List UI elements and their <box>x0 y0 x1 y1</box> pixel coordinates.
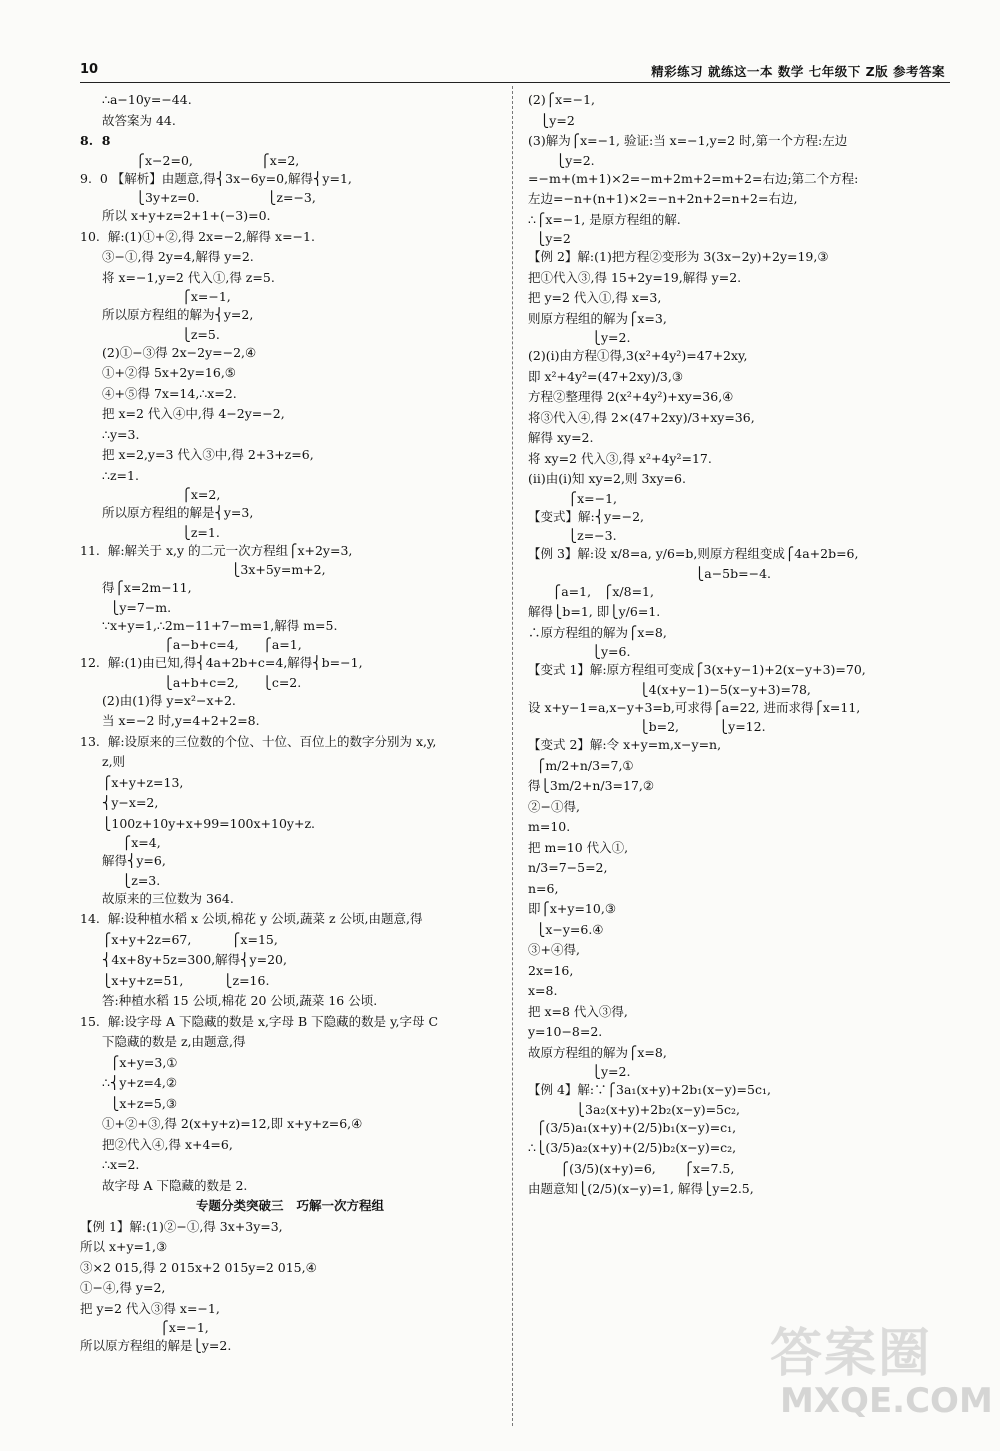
right-text-line: ∴原方程组的解为⎧x=8, <box>528 624 667 640</box>
right-text-line: ⎧(3/5)(x+y)=6, ⎧x=7.5, <box>528 1160 735 1176</box>
left-text-line: 9. 0 【解析】由题意,得⎨3x−6y=0,解得⎨y=1, <box>80 170 352 186</box>
right-text-line: x=8. <box>528 983 558 998</box>
right-text-line: 方程②整理得 2(x²+4y²)+xy=36,④ <box>528 389 734 404</box>
left-text-line: ⎩3x+5y=m+2, <box>80 562 326 577</box>
right-text-line: n=6, <box>528 880 559 896</box>
left-text-line: ①+②+③,得 2(x+y+z)=12,即 x+y+z=6,④ <box>102 1116 363 1131</box>
right-text-line: 【变式】解:⎨y=−2, <box>528 508 645 524</box>
left-text-line: 14. 解:设种植水稻 x 公顷,棉花 y 公顷,蔬菜 z 公顷,由题意,得 <box>80 911 423 926</box>
left-text-line: 把 x=2,y=3 代入③中,得 2+3+z=6, <box>102 447 314 462</box>
left-text-line: ③×2 015,得 2 015x+2 015y=2 015,④ <box>80 1259 317 1275</box>
left-text-line: ⎩z=5. <box>102 326 220 342</box>
left-text-line: (2)由(1)得 y=x²−x+2. <box>102 692 236 708</box>
right-text-line: ⎩y=6. <box>528 644 631 659</box>
left-text-line: ⎩a+b+c=2, ⎩c=2. <box>80 674 302 690</box>
left-text-line: 答:种植水稻 15 公顷,棉花 20 公顷,蔬菜 16 公顷. <box>102 993 378 1008</box>
right-text-line: ⎩y=2. <box>528 330 631 345</box>
right-text-line: 解得⎩b=1, 即⎩y/6=1. <box>528 604 661 619</box>
left-text-line: 把 y=2 代入③得 x=−1, <box>80 1300 220 1316</box>
left-text-line: ⎩x+z=5,③ <box>102 1095 178 1111</box>
right-text-line: ⎩y=2. <box>528 152 595 168</box>
right-text-line: 【变式 1】解:原方程组可变成⎧3(x+y−1)+2(x−y+3)=70, <box>528 662 866 677</box>
left-text-line: ∵x+y=1,∴2m−11+7−m=1,解得 m=5. <box>102 617 338 633</box>
right-text-line: 把①代入③,得 15+2y=19,解得 y=2. <box>528 269 742 285</box>
right-text-line: y=10−8=2. <box>528 1024 603 1039</box>
left-text-line: ⎨y−x=2, <box>102 795 159 810</box>
left-text-line: ⎩100z+10y+x+99=100x+10y+z. <box>102 815 316 831</box>
left-text-line: ⎧x=2, <box>102 487 221 502</box>
left-text-line: ⎩z=1. <box>102 524 220 540</box>
left-text-line: (2)①−③得 2x−2y=−2,④ <box>102 344 257 360</box>
left-text-line: 15. 解:设字母 A 下隐藏的数是 x,字母 B 下隐藏的数是 y,字母 C <box>80 1013 439 1029</box>
left-text-line: ⎧x+y+z=13, <box>102 774 184 790</box>
right-text-line: 得⎩3m/2+n/3=17,② <box>528 778 655 793</box>
page-number: 10 <box>80 62 99 77</box>
left-text-line: 将 x=−1,y=2 代入①,得 z=5. <box>102 269 275 285</box>
left-text-line: ⎨4x+8y+5z=300,解得⎨y=20, <box>102 952 287 967</box>
right-text-line: 把 x=8 代入③得, <box>528 1003 628 1019</box>
left-text-line: ①+②得 5x+2y=16,⑤ <box>102 365 236 380</box>
left-text-line: ⎧x+y+2z=67, ⎧x=15, <box>102 931 278 947</box>
left-text-line: 所以原方程组的解是⎨y=3, <box>102 505 254 520</box>
left-text-line: 11. 解:解关于 x,y 的二元一次方程组⎧x+2y=3, <box>80 542 353 558</box>
right-text-line: (3)解为⎧x=−1, 验证:当 x=−1,y=2 时,第一个方程:左边 <box>528 133 848 148</box>
right-text-line: 将③代入④,得 2×(47+2xy)/3+xy=36, <box>528 409 755 425</box>
left-text-line: 10. 解:(1)①+②,得 2x=−2,解得 x=−1. <box>80 228 315 244</box>
left-column <box>80 90 500 1357</box>
right-text-line: ⎧a=1, ⎧x/8=1, <box>528 583 654 599</box>
left-text-line: ∴x=2. <box>102 1157 140 1172</box>
right-text-line: 【例 2】解:(1)把方程②变形为 3(3x−2y)+2y=19,③ <box>528 249 829 264</box>
right-text-line: ⎩b=2, ⎩y=12. <box>528 719 766 734</box>
left-text-line: 把②代入④,得 x+4=6, <box>102 1136 233 1152</box>
right-text-line: ③+④得, <box>528 942 580 957</box>
left-text-line: 故答案为 44. <box>102 112 176 128</box>
left-text-line: 8. 8 <box>80 133 111 148</box>
right-text-line: ⎩x−y=6.④ <box>528 921 604 937</box>
right-text-line: ⎧x=−1, <box>528 490 618 506</box>
watermark-site: MXQE.COM <box>780 1381 993 1421</box>
right-text-line: 2x=16, <box>528 962 574 978</box>
right-text-line: (ⅱ)由(ⅰ)知 xy=2,则 3xy=6. <box>528 471 686 486</box>
left-text-line: ⎧x=4, <box>102 835 161 850</box>
right-text-line: ⎩3a₂(x+y)+2b₂(x−y)=5c₂, <box>528 1101 740 1117</box>
left-text-line: ∴⎨y+z=4,② <box>102 1075 178 1090</box>
right-text-line: 设 x+y−1=a,x−y+3=b,可求得⎧a=22, 进而求得⎧x=11, <box>528 699 861 715</box>
watermark-logo <box>770 1311 993 1421</box>
right-text-line: 故原方程组的解为⎧x=8, <box>528 1044 667 1060</box>
right-column <box>528 90 958 1200</box>
left-text-line: 所以 x+y=1,③ <box>80 1239 168 1254</box>
right-text-line: 即 x²+4y²=(47+2xy)/3,③ <box>528 368 684 384</box>
right-text-line: ⎩a−5b=−4. <box>528 565 772 581</box>
right-text-line: 则原方程组的解为⎧x=3, <box>528 310 667 326</box>
left-text-line: ⎧x+y=3,① <box>102 1054 178 1070</box>
left-text-line: ⎧x=−1, <box>80 1320 209 1335</box>
right-text-line: (2)(ⅰ)由方程①得,3(x²+4y²)=47+2xy, <box>528 348 748 363</box>
right-text-line: 【例 4】解:∵⎧3a₁(x+y)+2b₁(x−y)=5c₁, <box>528 1082 771 1097</box>
right-text-line: 左边=−n+(n+1)×2=−n+2n+2=n+2=右边, <box>528 191 798 206</box>
left-text-line: ⎩x+y+z=51, ⎩z=16. <box>102 972 270 988</box>
left-text-line: ⎩z=3. <box>102 872 161 888</box>
right-text-line: (2)⎧x=−1, <box>528 92 596 107</box>
left-text-line: ∴y=3. <box>102 426 140 442</box>
left-text-line: 12. 解:(1)由已知,得⎨4a+2b+c=4,解得⎨b=−1, <box>80 655 363 670</box>
watermark-chars: 答案圈 <box>770 1324 933 1384</box>
left-text-line: z,则 <box>102 754 126 769</box>
left-text-line: ⎧a−b+c=4, ⎧a=1, <box>80 637 302 652</box>
right-text-line: 解得 xy=2. <box>528 430 594 445</box>
right-text-line: 【变式 2】解:令 x+y=m,x−y=n, <box>528 737 722 752</box>
left-text-line: 故字母 A 下隐藏的数是 2. <box>102 1177 248 1193</box>
left-text-line: 下隐藏的数是 z,由题意,得 <box>102 1034 246 1049</box>
right-text-line: 把 m=10 代入①, <box>528 839 629 855</box>
right-text-line: ②−①得, <box>528 798 580 814</box>
right-text-line: 由题意知⎩(2/5)(x−y)=1, 解得⎩y=2.5, <box>528 1181 754 1196</box>
left-text-line: ⎧x=−1, <box>102 289 231 304</box>
right-text-line: ⎧(3/5)a₁(x+y)+(2/5)b₁(x−y)=c₁, <box>528 1119 737 1135</box>
left-text-line: ⎩3y+z=0. ⎩z=−3, <box>80 190 316 205</box>
left-text-line: 当 x=−2 时,y=4+2+2=8. <box>102 713 260 728</box>
header-rule <box>80 82 950 83</box>
left-text-line: ⎧x−2=0, ⎧x=2, <box>80 152 300 168</box>
left-text-line: ⎩y=7−m. <box>102 599 172 615</box>
right-text-line: n/3=7−5=2, <box>528 860 608 875</box>
right-text-line: m=10. <box>528 819 571 834</box>
left-text-line: 所以原方程组的解是⎩y=2. <box>80 1338 232 1353</box>
left-text-line: 【例 1】解:(1)②−①,得 3x+3y=3, <box>80 1218 283 1234</box>
running-header: 精彩练习 就练这一本 数学 七年级下 Z版 参考答案 <box>651 64 945 79</box>
right-text-line: ⎩z=−3. <box>528 528 617 543</box>
left-text-line: 解得⎨y=6, <box>102 853 166 868</box>
right-text-line: ⎩y=2 <box>528 112 575 128</box>
right-text-line: ⎩4(x+y−1)−5(x−y+3)=78, <box>528 681 811 697</box>
right-text-line: ⎩y=2. <box>528 1064 631 1079</box>
right-text-line: ∴⎧x=−1, 是原方程组的解. <box>528 211 681 227</box>
left-text-line: 所以 x+y+z=2+1+(−3)=0. <box>102 208 271 223</box>
right-text-line: 【例 3】解:设 x/8=a, y/6=b,则原方程组变成⎧4a+2b=6, <box>528 546 859 561</box>
left-text-line: ∴a−10y=−44. <box>102 92 192 107</box>
left-text-line: 故原来的三位数为 364. <box>102 890 234 906</box>
left-text-line: 得⎧x=2m−11, <box>102 580 192 595</box>
left-text-line: ③−①,得 2y=4,解得 y=2. <box>102 249 254 264</box>
column-divider <box>512 86 513 1426</box>
right-text-line: ⎩y=2 <box>528 231 571 246</box>
right-text-line: =−m+(m+1)×2=−m+2m+2=m+2=右边;第二个方程: <box>528 170 859 186</box>
right-text-line: 即⎧x+y=10,③ <box>528 901 617 916</box>
left-text-line: ①−④,得 y=2, <box>80 1280 166 1295</box>
right-text-line: ∴⎩(3/5)a₂(x+y)+(2/5)b₂(x−y)=c₂, <box>528 1140 737 1155</box>
left-text-line: 13. 解:设原来的三位数的个位、十位、百位上的数字分别为 x,y, <box>80 733 437 749</box>
left-text-line: 所以原方程组的解为⎨y=2, <box>102 307 254 322</box>
left-text-line: ∴z=1. <box>102 467 139 483</box>
right-text-line: 将 xy=2 代入③,得 x²+4y²=17. <box>528 450 712 466</box>
left-text-line: ④+⑤得 7x=14,∴x=2. <box>102 385 237 401</box>
right-text-line: ⎧m/2+n/3=7,① <box>528 757 634 773</box>
left-text-line: 专题分类突破三 巧解一次方程组 <box>195 1198 385 1213</box>
right-text-line: 把 y=2 代入①,得 x=3, <box>528 290 662 305</box>
left-text-line: 把 x=2 代入④中,得 4−2y=−2, <box>102 406 285 421</box>
